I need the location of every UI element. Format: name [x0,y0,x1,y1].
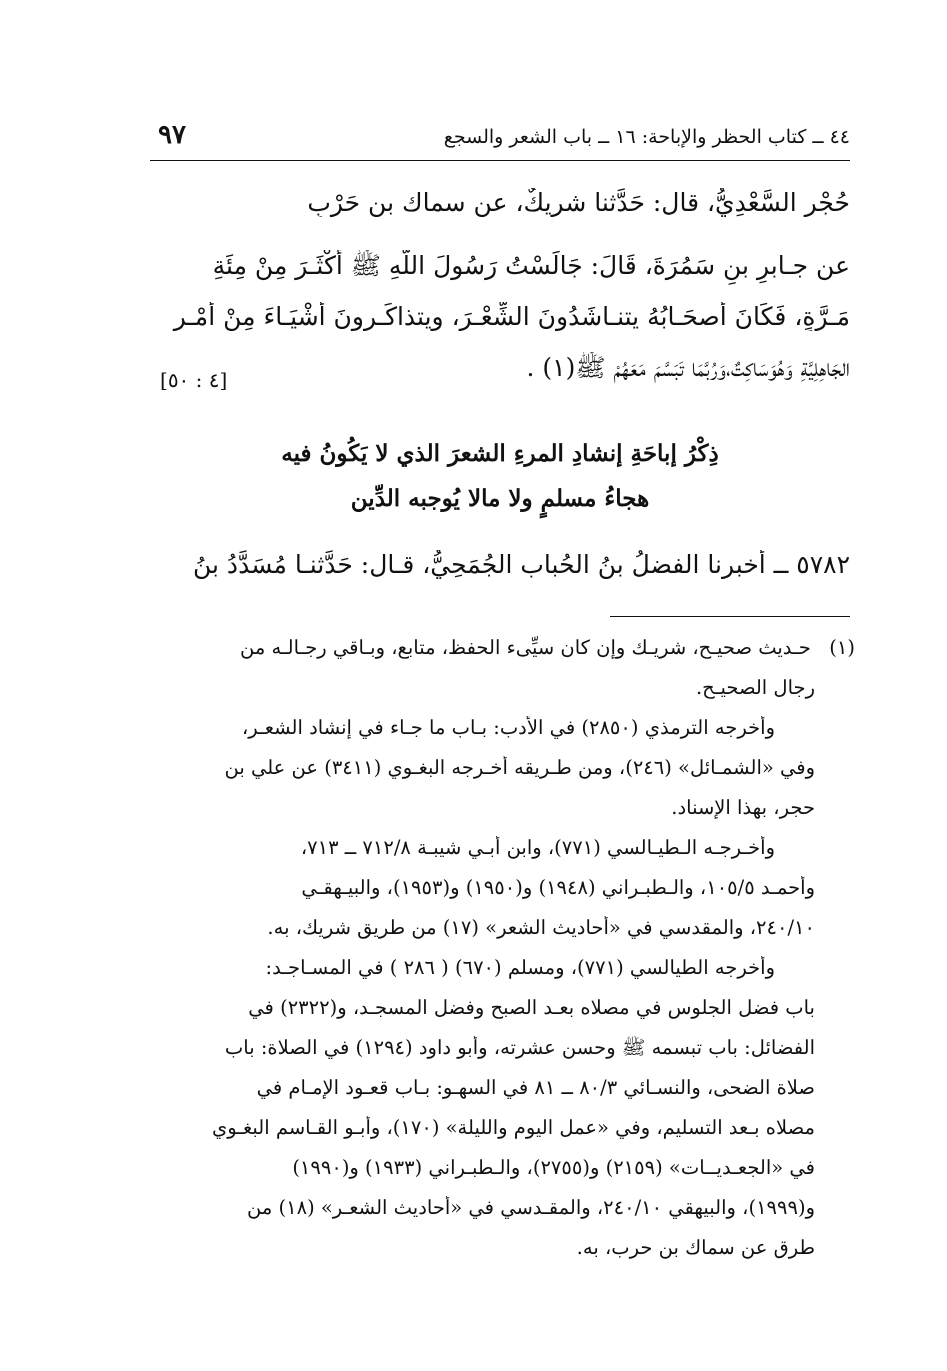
footnote-line: في «الجعـديــات» (٢١٥٩) و(٢٧٥٥)، والـطبـراني (١٩٣٣) و(١٩٩٠) [292,1156,815,1179]
footnote-line [155,836,855,859]
section-heading: ذِكْرُ إباحَةِ إنشادِ المرءِ الشعرَ الذي لا يَكُونُ فيه [281,440,719,467]
footnote-line: ٢٤٠/١٠، والمقدسي في «أحاديث الشعر» (١٧) من طريق شريك، به. [267,916,815,939]
footnote-line: وأحمـد ١٠٥/٥، والـطبـراني (١٩٤٨) و(١٩٥٠) و(١٩٥٣)، والبيـهقـي [301,876,815,899]
footnote-line: صلاة الضحى، والنسـائي ٨٠/٣ ــ ٨١ في السهـو: بـاب قعـود الإمـام في [256,1076,815,1099]
page-header [150,116,850,161]
footnote-line: باب فضل الجلوس في مصلاه بعـد الصبح وفضل المسجـد، و(٢٣٢٢) في [248,996,815,1019]
main-text-line: عن جـابرِ بنِ سَمُرَةَ، قَالَ: جَالَسْتُ رَسُولَ اللَّهِ ﷺ أَكْثَـرَ مِنْ مِئَةِ [212,251,850,280]
footnote-text: وأخرجه الطيالسي (٧٧١)، ومسلم (٦٧٠) ( ٢٨٦ ) في المسـاجـد: [265,956,775,979]
footnote-line: حجر، بهذا الإسناد. [671,796,815,819]
footnote-line: مصلاه بـعد التسليم، وفي «عمل اليوم والليلة» (١٧٠)، وأبـو القـاسم البغـوي [211,1116,815,1139]
footnote-line: طرق عن سماك بن حرب، به. [576,1236,815,1259]
main-text-line: حُجْرٍ السَّعْدِيُّ، قال: حَدَّثنا شريكٌ، عن سماك بن حَرْبٍ [307,188,850,217]
main-text-line: الجَاهِلِيَّةِ وَهُوَسَاكِتٌ،وَرُبَّمَا تَبَسَّمَ مَعَهُمْ ﷺ(١) . [526,353,850,382]
footnote-marker: (١) [829,636,855,659]
footnote-separator [610,616,850,617]
footnote-line: رجال الصحيـح. [695,676,815,699]
footnote-line: و(١٩٩٩)، والبيهقي ٢٤٠/١٠، والمقـدسي في «أحاديث الشعـر» (١٨) من [247,1196,815,1219]
footnote-text: وأخرجه الترمذي (٢٨٥٠) في الأدب: بـاب ما جـاء في إنشاد الشعـر، [241,716,775,739]
footnote-line: وفي «الشمـائل» (٢٤٦)، ومن طـريقه أخـرجه البغـوي (٣٤١١) عن علي بن [224,756,815,779]
footnote-line [155,636,855,659]
footnote-line [155,956,855,979]
footnote-text: وأخـرجـه الـطيـالسي (٧٧١)، وابن أبـي شيبـة ٧١٢/٨ ــ ٧١٣، [300,836,775,859]
footnote-line: الفضائل: باب تبسمه ﷺ وحسن عشرته، وأبو داود (١٢٩٤) في الصلاة: باب [224,1036,815,1059]
running-title: ٤٤ ــ كتاب الحظر والإباحة: ١٦ ــ باب الشعر والسجع [443,126,850,148]
hadith-number-line: ٥٧٨٢ ــ أخبرنا الفضلُ بنُ الحُباب الجُمَحِيُّ، قـال: حَدَّثنـا مُسَدَّدُ بنُ [193,550,850,579]
hadith-reference: [٤ : ٥٠] [160,368,228,392]
main-text-line: مَـرَّةٍ، فَكَانَ أَصحَـابُهُ يتنـاشَدُونَ الشِّعْـرَ، ويتذاكَـرونَ أَشْيَـاءَ مِنْ أَمْـرِ [173,302,850,331]
page-number: ٩٧ [158,120,186,150]
footnote-text: حـديث صحيـح، شريـك وإن كان سيِّىء الحفظ، متابع، وبـاقي رجـالـه من [240,636,811,659]
footnote-line [155,716,855,739]
section-heading: هجاءُ مسلمٍ ولا مالا يُوجبه الدِّين [350,485,650,512]
